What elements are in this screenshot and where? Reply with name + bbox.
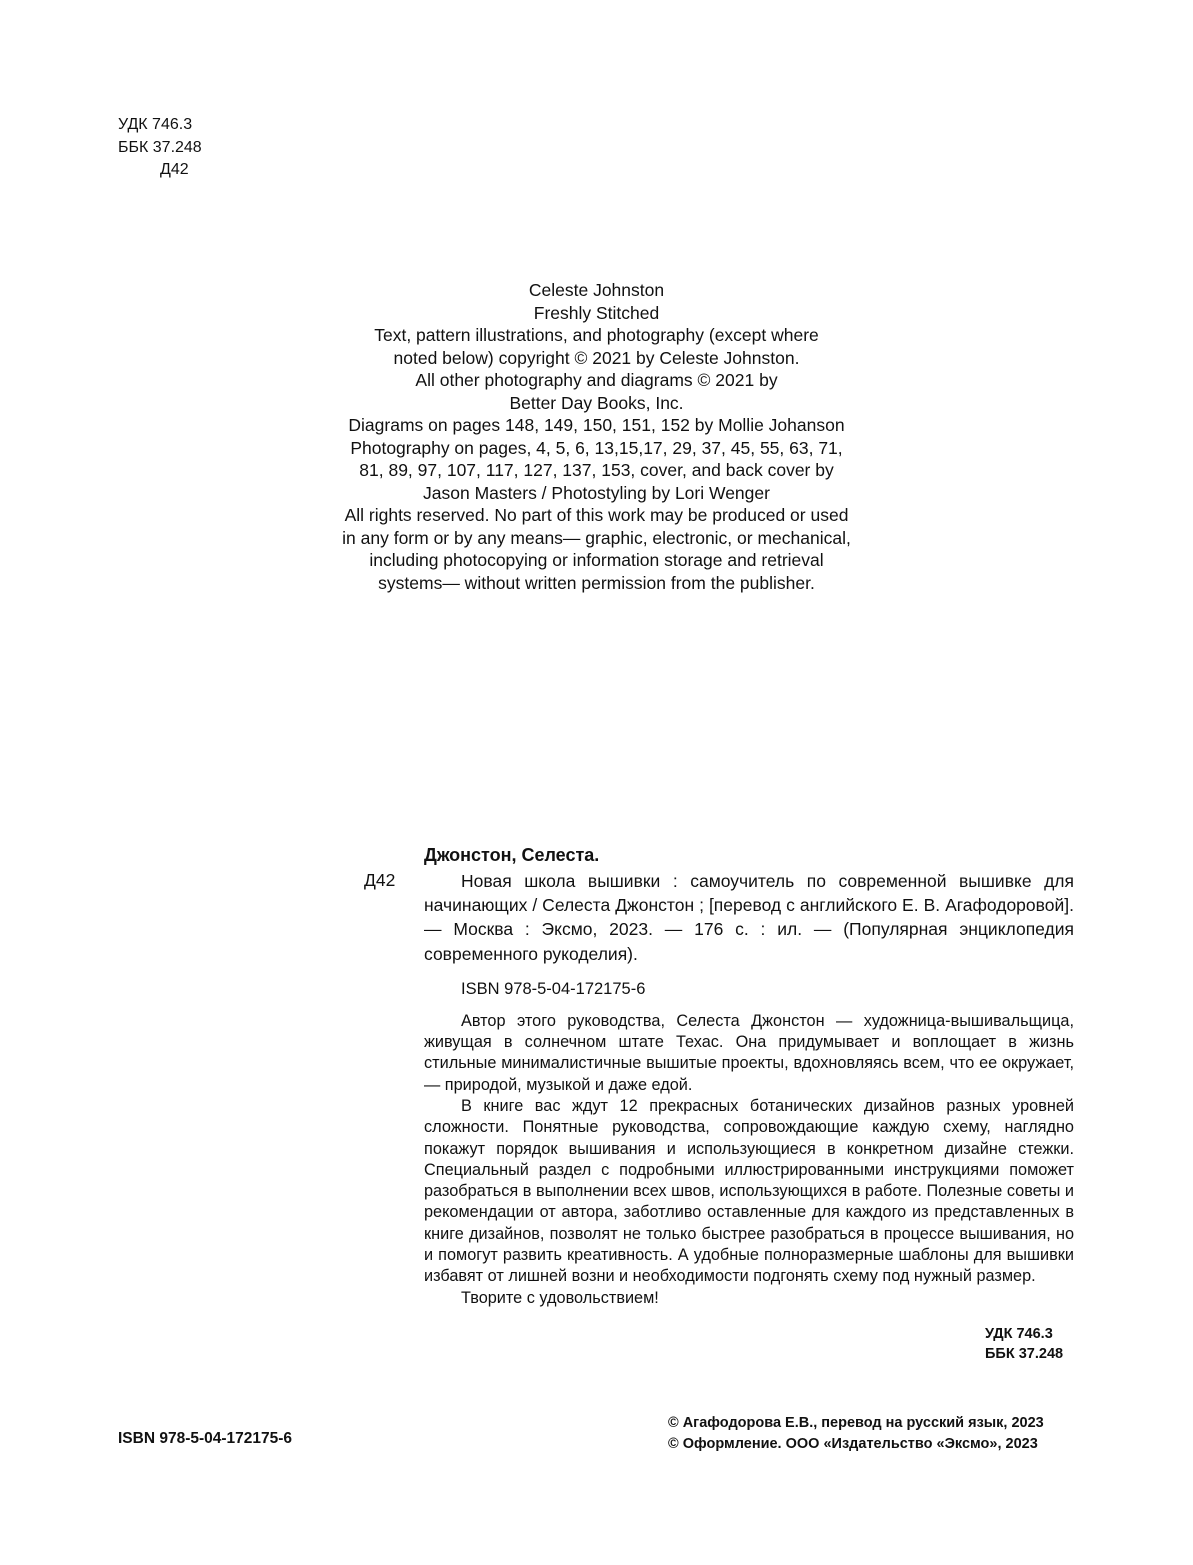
udk-code: УДК 746.3 <box>118 116 193 133</box>
credit-line: Jason Masters / Photostyling by Lori Wenger <box>423 482 770 503</box>
credit-line: Celeste Johnston <box>528 280 665 300</box>
copyright-translation: © Агафодорова Е.В., перевод на русский язык, 2023 <box>668 1415 1044 1431</box>
author-mark: Д42 <box>160 161 189 178</box>
annotation-paragraph: В книге вас ждут 12 прекрасных ботанических дизайнов разных уровней сложности. Понятные руководства, сопровождающие каждую схему, наглядно покажут порядок вышивания и использующиеся в конкретном дизайне стежки. Специальный раздел с подробными иллюстрированными инструкциями поможет разобраться в выполнении всех швов, использующихся в работе. Полезные советы и рекомендации от автора, заботливо оставленные для каждого из представленных в книге дизайнов, позволят не только быстрее разобраться в процессе вышивания, но и помогут развить креативность. А удобные полноразмерные шаблоны для вышивки избавят от лишней возни и необходимости подгонять схему под нужный размер. <box>424 1097 1074 1286</box>
bbk-code: ББК 37.248 <box>985 1346 1064 1362</box>
bbk-code: ББК 37.248 <box>118 138 202 156</box>
udk-code: УДК 746.3 <box>985 1326 1053 1342</box>
credit-line: Diagrams on pages 148, 149, 150, 151, 152 by Mollie Johanson <box>348 415 845 435</box>
credit-line: including photocopying or information storage and retrieval <box>369 550 824 570</box>
credit-line: Text, pattern illustrations, and photography (except where <box>374 325 819 345</box>
catalog-author-mark: Д42 <box>364 870 396 890</box>
credit-line: Photography on pages, 4, 5, 6, 13,15,17, 29, 37, 45, 55, 63, 71, <box>350 437 843 458</box>
copyright-design: © Оформление. ООО «Издательство «Эксмо», 2023 <box>668 1436 1038 1452</box>
credit-line: All rights reserved. No part of this work may be produced or used <box>344 505 849 525</box>
classification-codes-top <box>118 114 202 182</box>
credit-line: Better Day Books, Inc. <box>509 392 684 413</box>
catalog-isbn: ISBN 978-5-04-172175-6 <box>461 979 646 998</box>
credit-line: systems— without written permission from the publisher. <box>378 572 815 593</box>
copyright-block <box>668 1413 1044 1455</box>
catalog-description: Новая школа вышивки : самоучитель по современной вышивке для начинающих / Селеста Джонстон ; [перевод с английского Е. В. Агафодоровой]. — Москва : Эксмо, 2023. — 176 с. : ил. — (Популярная энциклопедия современного рукоделия). <box>424 871 1074 964</box>
catalog-card <box>424 843 1074 1309</box>
credit-line: All other photography and diagrams © 2021 by <box>415 370 778 390</box>
annotation-paragraph: Творите с удовольствием! <box>461 1288 659 1307</box>
credit-line: 81, 89, 97, 107, 117, 127, 137, 153, cover, and back cover by <box>359 460 834 480</box>
catalog-annotation <box>424 1011 1074 1309</box>
english-credits <box>300 279 893 594</box>
credit-line: in any form or by any means— graphic, electronic, or mechanical, <box>342 527 851 548</box>
annotation-paragraph: Автор этого руководства, Селеста Джонстон — художница-вышивальщица, живущая в солнечном штате Техас. Она придумывает и воплощает в жизнь стильные минималистичные вышитые проекты, вдохновляясь всем, что ее окружает, — природой, музыкой и даже едой. <box>424 1011 1074 1094</box>
credit-line: noted below) copyright © 2021 by Celeste Johnston. <box>393 347 800 368</box>
classification-codes-bottom <box>985 1324 1063 1364</box>
footer-isbn: ISBN 978-5-04-172175-6 <box>118 1430 293 1447</box>
credit-line: Freshly Stitched <box>533 302 660 323</box>
catalog-author: Джонстон, Селеста. <box>424 845 600 865</box>
